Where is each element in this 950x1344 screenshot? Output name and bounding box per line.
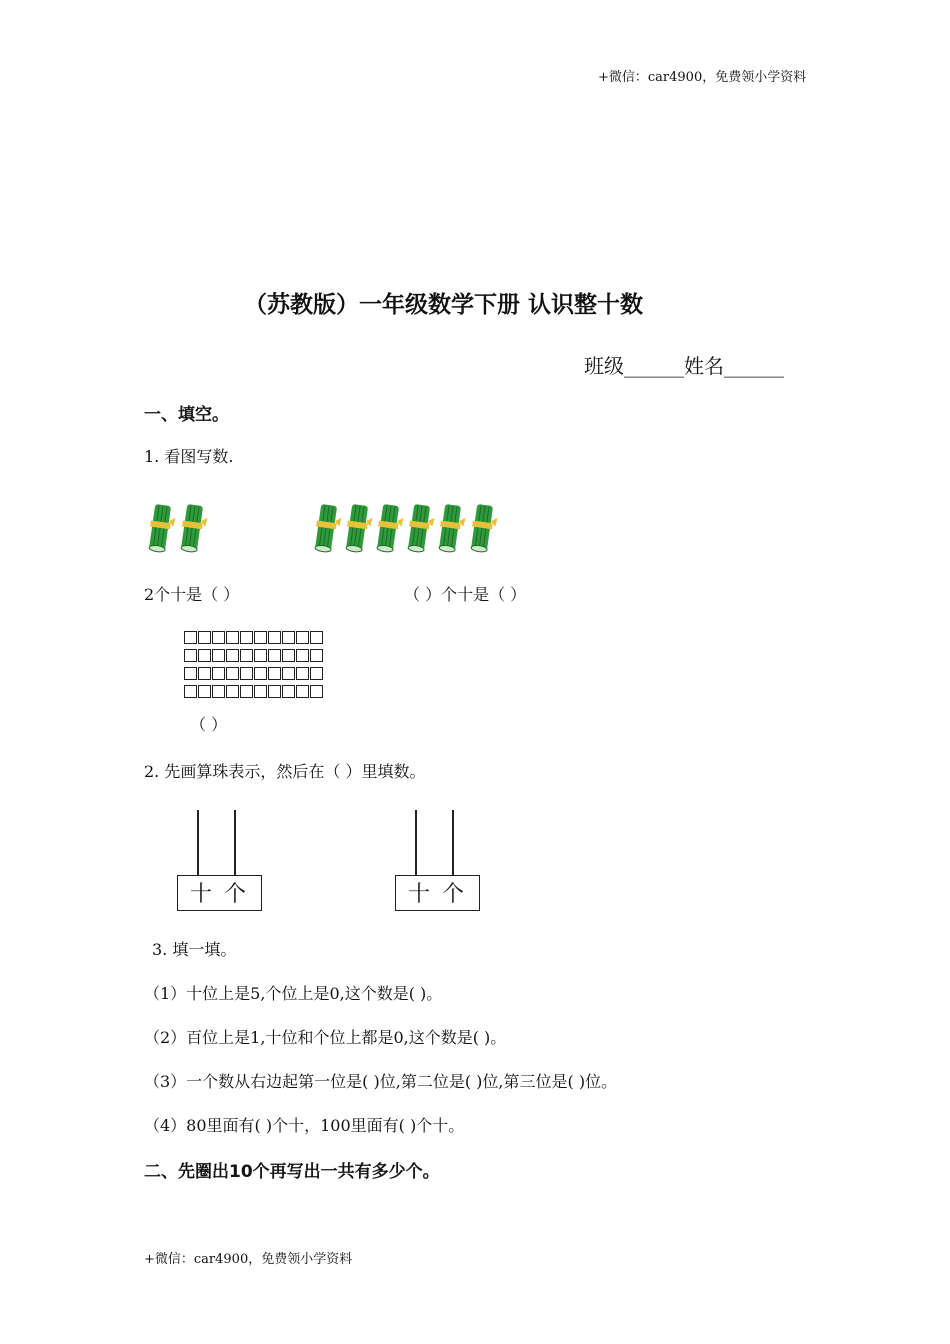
grid-square <box>240 685 253 698</box>
abacus-rod-tens <box>197 810 199 876</box>
grid-square <box>226 631 239 644</box>
grid-square <box>282 649 295 662</box>
grid-square <box>268 667 281 680</box>
grid-row <box>184 649 324 662</box>
grid-caption: （ ） <box>190 715 228 734</box>
grid-square <box>198 667 211 680</box>
class-name-line: 班级______姓名______ <box>584 354 784 378</box>
grid-square <box>184 631 197 644</box>
grid-square <box>198 631 211 644</box>
stick-bundle-icon <box>468 502 498 554</box>
grid-square <box>226 667 239 680</box>
grid-square <box>184 667 197 680</box>
header-note: +微信：car4900，免费领小学资料 <box>598 70 807 85</box>
abacus-base <box>395 875 480 911</box>
q1-right-caption: （ ）个十是（ ） <box>404 585 527 604</box>
stick-bundle-icon <box>374 502 404 554</box>
grid-square <box>212 631 225 644</box>
grid-square <box>296 649 309 662</box>
grid-square <box>212 649 225 662</box>
q3-item-2: （2）百位上是1,十位和个位上都是0,这个数是( )。 <box>144 1028 507 1047</box>
grid-square <box>268 631 281 644</box>
grid-row <box>184 631 324 644</box>
grid-square <box>184 685 197 698</box>
abacus-right[interactable] <box>395 810 481 912</box>
q3-prompt: 3. 填一填。 <box>152 940 237 959</box>
grid-square <box>254 667 267 680</box>
abacus-rod-ones <box>452 810 454 876</box>
q3-item-1: （1）十位上是5,个位上是0,这个数是( )。 <box>144 984 443 1003</box>
section2-heading: 二、先圈出10个再写出一共有多少个。 <box>144 1162 440 1182</box>
grid-square <box>240 649 253 662</box>
grid-square <box>212 667 225 680</box>
grid-square <box>226 649 239 662</box>
stick-bundle-icon <box>343 502 373 554</box>
grid-square <box>282 667 295 680</box>
stick-bundle-icon <box>312 502 342 554</box>
q3-item-4: （4）80里面有( )个十，100里面有( )个十。 <box>144 1116 465 1135</box>
q1-left-caption: 2个十是（ ） <box>144 585 240 604</box>
grid-square <box>240 667 253 680</box>
stick-bundle-icon <box>436 502 466 554</box>
stick-bundle-icon <box>178 502 208 554</box>
grid-square <box>296 667 309 680</box>
abacus-rod-ones <box>234 810 236 876</box>
stick-bundle-icon <box>146 502 176 554</box>
q1-prompt: 1. 看图写数. <box>144 447 234 466</box>
grid-row <box>184 667 324 680</box>
grid-square <box>296 685 309 698</box>
grid-square <box>240 631 253 644</box>
abacus-tens-label: 十 <box>408 882 431 907</box>
stick-bundle-icon <box>405 502 435 554</box>
square-grid <box>184 631 324 703</box>
grid-square <box>184 649 197 662</box>
grid-square <box>296 631 309 644</box>
grid-square <box>254 631 267 644</box>
grid-square <box>282 685 295 698</box>
grid-square <box>310 685 323 698</box>
abacus-tens-label: 十 <box>190 882 213 907</box>
q3-item-3: （3）一个数从右边起第一位是( )位,第二位是( )位,第三位是( )位。 <box>144 1072 618 1091</box>
abacus-ones-label: 个 <box>442 882 465 907</box>
section1-heading: 一、填空。 <box>144 405 229 425</box>
grid-square <box>310 649 323 662</box>
abacus-rod-tens <box>415 810 417 876</box>
abacus-base <box>177 875 262 911</box>
grid-square <box>254 685 267 698</box>
grid-square <box>198 685 211 698</box>
grid-square <box>198 649 211 662</box>
abacus-left[interactable] <box>177 810 263 912</box>
grid-square <box>282 631 295 644</box>
abacus-ones-label: 个 <box>224 882 247 907</box>
grid-square <box>310 631 323 644</box>
footer-note: +微信：car4900，免费领小学资料 <box>144 1252 353 1267</box>
grid-square <box>212 685 225 698</box>
grid-row <box>184 685 324 698</box>
grid-square <box>254 649 267 662</box>
grid-square <box>268 685 281 698</box>
grid-square <box>226 685 239 698</box>
grid-square <box>268 649 281 662</box>
q2-prompt: 2. 先画算珠表示，然后在（ ）里填数。 <box>144 762 426 781</box>
page-title: （苏教版）一年级数学下册 认识整十数 <box>244 292 644 318</box>
grid-square <box>310 667 323 680</box>
